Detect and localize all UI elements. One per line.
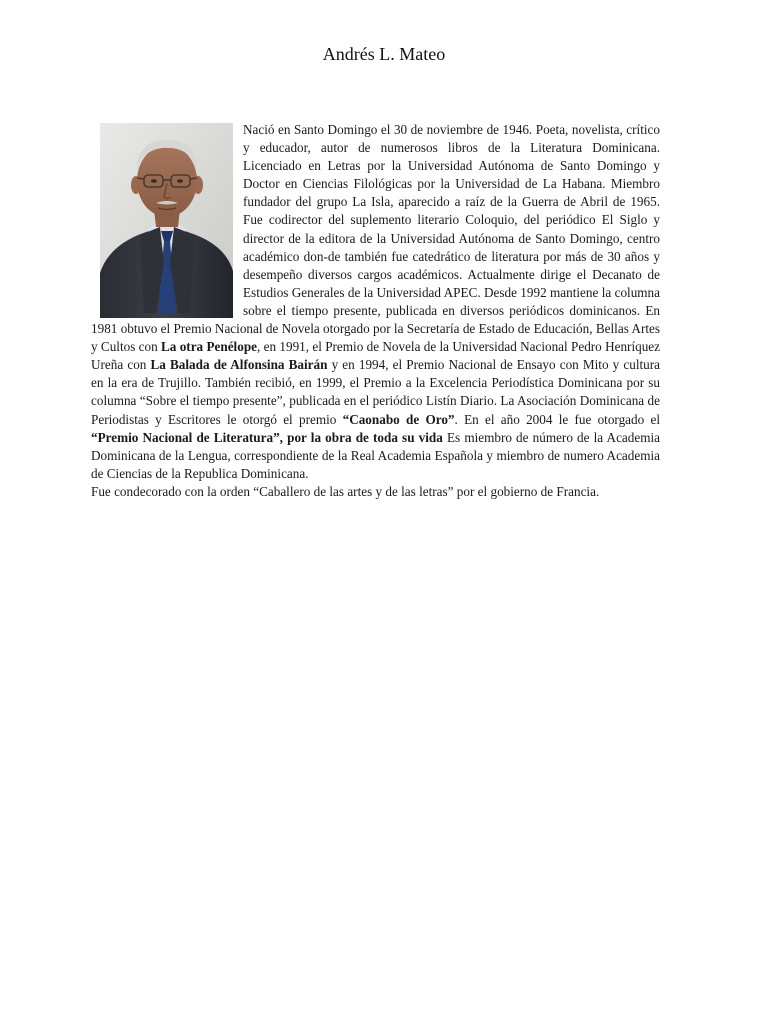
page-title: Andrés L. Mateo [322, 44, 446, 64]
bio-text-4: . En el año 2004 le fue otorgado el [454, 411, 660, 427]
author-portrait [100, 123, 233, 318]
award-caonabo-de-oro: “Caonabo de Oro” [342, 411, 455, 427]
closing-paragraph: Fue condecorado con la orden “Caballero de las artes y de las letras” por el gobierno de Francia. [91, 483, 600, 499]
biography-body [91, 121, 660, 501]
novel-title-la-balada: La Balada de Alfonsina Bairán [150, 357, 328, 373]
bio-text-1: Nació en Santo Domingo el 30 de noviembre de 1946. Poeta, novelista, crítico y educador, autor de numerosos libros de la Literatura Dominicana. Licenciado en Letras por la Universidad Autónoma de Santo Domingo y Doctor en Ciencias Filológicas por la Universidad de La Habana. Miembro fundador del grupo La Isla, aparecido a raíz de la Guerra de Abril de 1965. Fue codirector del suplemento literario Coloquio, del periódico El Siglo y director de la editora de la Universidad Autónoma de Santo Domingo, centro académico don-de también fue catedrático de literatura por más de 30 años y desempeño diversos cargos académicos. Actualmente dirige el Decanato de Estudios Generales de la Universidad APEC. Desde 1992 mantiene la columna sobre el tiempo presente, publicada en diversos periódicos dominicanos. En 1981 obtuvo el Premio Nacional de Novela otorgado por la Secretaría de Estado de Educación, Bellas Artes y Cultos con [91, 122, 660, 355]
bio-text-2: , en 1991, el Premio de Novela de la Universidad Nacional Pedro Henríquez Ureña con [91, 339, 661, 373]
award-premio-nacional: “Premio Nacional de Literatura”, por la obra de toda su vida [91, 429, 443, 445]
bio-text-5: Es miembro de número de la Academia Dominicana de la Lengua, correspondiente de la Real Academia Española y miembro de numero Academia de Ciencias de la Republica Dominicana. [91, 429, 661, 481]
novel-title-la-otra-penelope: La otra Penélope [161, 339, 258, 355]
bio-text-3: y en 1994, el Premio Nacional de Ensayo con Mito y cultura en la era de Trujillo. También recibió, en 1999, el Premio a la Excelencia Periodística Dominicana por su columna “Sobre el tiempo presente”, publicada en el periódico Listín Diario. La Asociación Dominicana de Periodistas y Escritores le otorgó el premio [91, 357, 660, 427]
